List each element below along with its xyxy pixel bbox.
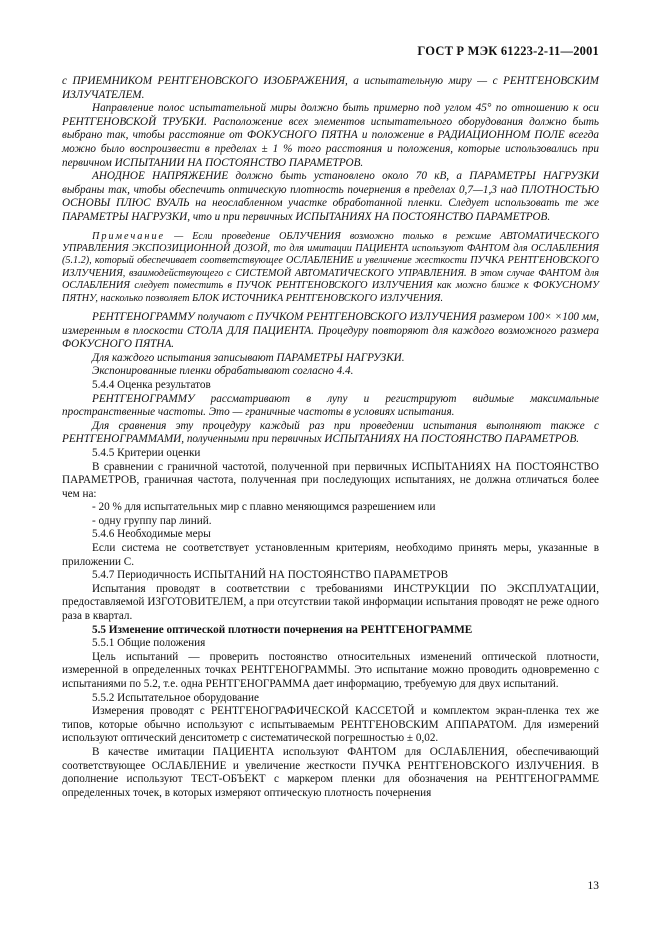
paragraph: РЕНТГЕНОГРАММУ рассматривают в лупу и регистрируют видимые максимальные пространственные частоты. Это — граничные частоты в условиях испытания. xyxy=(62,392,599,419)
paragraph: Если система не соответствует установленным критериям, необходимо принять меры, указанные в приложении С. xyxy=(62,542,599,568)
section-heading: 5.4.5 Критерии оценки xyxy=(92,446,201,459)
paragraph: РЕНТГЕНОГРАММУ получают с ПУЧКОМ РЕНТГЕНОВСКОГО ИЗЛУЧЕНИЯ размером 100× ×100 мм, измеренным в плоскости СТОЛА ДЛЯ ПАЦИЕНТА. Процедуру повторяют для каждого возможного размера ФОКУСНОГО ПЯТНА. xyxy=(62,310,599,351)
paragraph: Направление полос испытательной миры должно быть примерно под углом 45° по отношению к оси РЕНТГЕНОВСКОЙ ТРУБКИ. Расположение всех элементов испытательного оборудования должно быть выбрано так, чтобы расстояние от ФОКУСНОГО ПЯТНА и положение в РАДИАЦИОННОМ ПОЛЕ всегда можно было воспроизвести в пределах ± 1 % того расстояния и положения, которые использовались при первичном ИСПЫТАНИИ НА ПОСТОЯНСТВО ПАРАМЕТРОВ. xyxy=(62,102,599,169)
paragraph: Измерения проводят с РЕНТГЕНОГРАФИЧЕСКОЙ КАССЕТОЙ и комплектом экран-пленка тех же типов, которые обычно используют с испытываемым РЕНТГЕНОВСКИМ АППАРАТОМ. Для измерений используют оптический денситометр с систематической погрешностью ± 0,02. xyxy=(62,705,599,745)
paragraph: Для каждого испытания записывают ПАРАМЕТРЫ НАГРУЗКИ. xyxy=(92,351,405,364)
paragraph: Экспонированные пленки обрабатывают согласно 4.4. xyxy=(92,365,354,378)
section-heading: 5.5.1 Общие положения xyxy=(92,637,206,650)
note-text: — Если проведение ОБЛУЧЕНИЯ возможно только в режиме АВТОМАТИЧЕСКОГО УПРАВЛЕНИЯ ЭКСПОЗИЦИОННОЙ ДОЗОЙ, то для имитации ПАЦИЕНТА используют ФАНТОМ для ОСЛАБЛЕНИЯ (5.1.2), который обеспечивает соответствующее ОСЛАБЛЕНИЕ и увеличение жесткости ПУЧКА РЕНТГЕНОВСКОГО ИЗЛУЧЕНИЯ, взаимодействующего с СИСТЕМОЙ АВТОМАТИЧЕСКОГО УПРАВЛЕНИЯ. В этом случае ФАНТОМ для ОСЛАБЛЕНИЯ следует поместить в ПУЧОК РЕНТГЕНОВСКОГО ИЗЛУЧЕНИЯ как можно ближе к ФОКУСНОМУ ПЯТНУ, насколько позволяет БЛОК ИСТОЧНИКА РЕНТГЕНОВСКОГО ИЗЛУЧЕНИЯ. xyxy=(62,230,599,304)
page-number: 13 xyxy=(587,880,599,892)
paragraph: Для сравнения эту процедуру каждый раз при проведении испытания выполняют также с РЕНТГЕНОГРАММАМИ, полученными при первичных ИСПЫТАНИЯХ НА ПОСТОЯНСТВО ПАРАМЕТРОВ. xyxy=(62,419,599,446)
paragraph: В сравнении с граничной частотой, полученной при первичных ИСПЫТАНИЯХ НА ПОСТОЯНСТВО ПАРАМЕТРОВ, граничная частота, полученная при последующих испытаниях, не должна отличаться более чем на: xyxy=(62,460,599,500)
paragraph: Цель испытаний — проверить постоянство относительных изменений оптической плотности, измеренной в определенных точках РЕНТГЕНОГРАММЫ. Это испытание можно проводить одновременно с испытаниями по 5.2, т.е. одна РЕНТГЕНОГРАММА дает информацию, требуемую для двух испытаний. xyxy=(62,650,599,690)
note-label: Примечание xyxy=(92,230,166,242)
section-heading: 5.5.2 Испытательное оборудование xyxy=(92,691,259,704)
paragraph: Испытания проводят в соответствии с требованиями ИНСТРУКЦИИ ПО ЭКСПЛУАТАЦИИ, предоставляемой ИЗГОТОВИТЕЛЕМ, а при отсутствии такой информации испытания проводят не реже одного раза в квартал. xyxy=(62,582,599,623)
paragraph: В качестве имитации ПАЦИЕНТА используют ФАНТОМ для ОСЛАБЛЕНИЯ, обеспечивающий соответствующее ОСЛАБЛЕНИЕ и увеличение жесткости ПУЧКА РЕНТГЕНОВСКОГО ИЗЛУЧЕНИЯ. В дополнение используют ТЕСТ-ОБЪЕКТ с маркером пленки для обозначения на РЕНТГЕНОГРАММЕ определенных точек, в которых измеряют оптическую плотность почернения xyxy=(62,745,599,799)
note xyxy=(62,231,599,305)
paragraph: АНОДНОЕ НАПРЯЖЕНИЕ должно быть установлено около 70 кВ, а ПАРАМЕТРЫ НАГРУЗКИ выбраны так, чтобы обеспечить оптическую плотность почернения в пределах 0,7—1,3 над ПЛОТНОСТЬЮ ОСНОВЫ ПЛЮС ВУАЛЬ на неослабленном участке обработанной пленки. Следует использовать те же ПАРАМЕТРЫ НАГРУЗКИ, что и при первичных ИСПЫТАНИЯХ НА ПОСТОЯНСТВО ПАРАМЕТРОВ. xyxy=(62,170,599,223)
paragraph: с ПРИЕМНИКОМ РЕНТГЕНОВСКОГО ИЗОБРАЖЕНИЯ, а испытательную миру — с РЕНТГЕНОВСКИМ ИЗЛУЧАТЕЛЕМ. xyxy=(62,75,599,101)
document-header: ГОСТ Р МЭК 61223-2-11—2001 xyxy=(417,44,599,58)
section-heading: 5.4.4 Оценка результатов xyxy=(92,378,211,391)
section-heading: 5.4.7 Периодичность ИСПЫТАНИЙ НА ПОСТОЯНСТВО ПАРАМЕТРОВ xyxy=(92,569,449,582)
document-body xyxy=(62,75,599,800)
list-item: - одну группу пар линий. xyxy=(92,514,212,527)
list-item: - 20 % для испытательных мир с плавно меняющимся разрешением или xyxy=(92,501,436,514)
section-heading-bold: 5.5 Изменение оптической плотности почернения на РЕНТГЕНОГРАММЕ xyxy=(92,623,473,636)
section-heading: 5.4.6 Необходимые меры xyxy=(92,528,211,541)
